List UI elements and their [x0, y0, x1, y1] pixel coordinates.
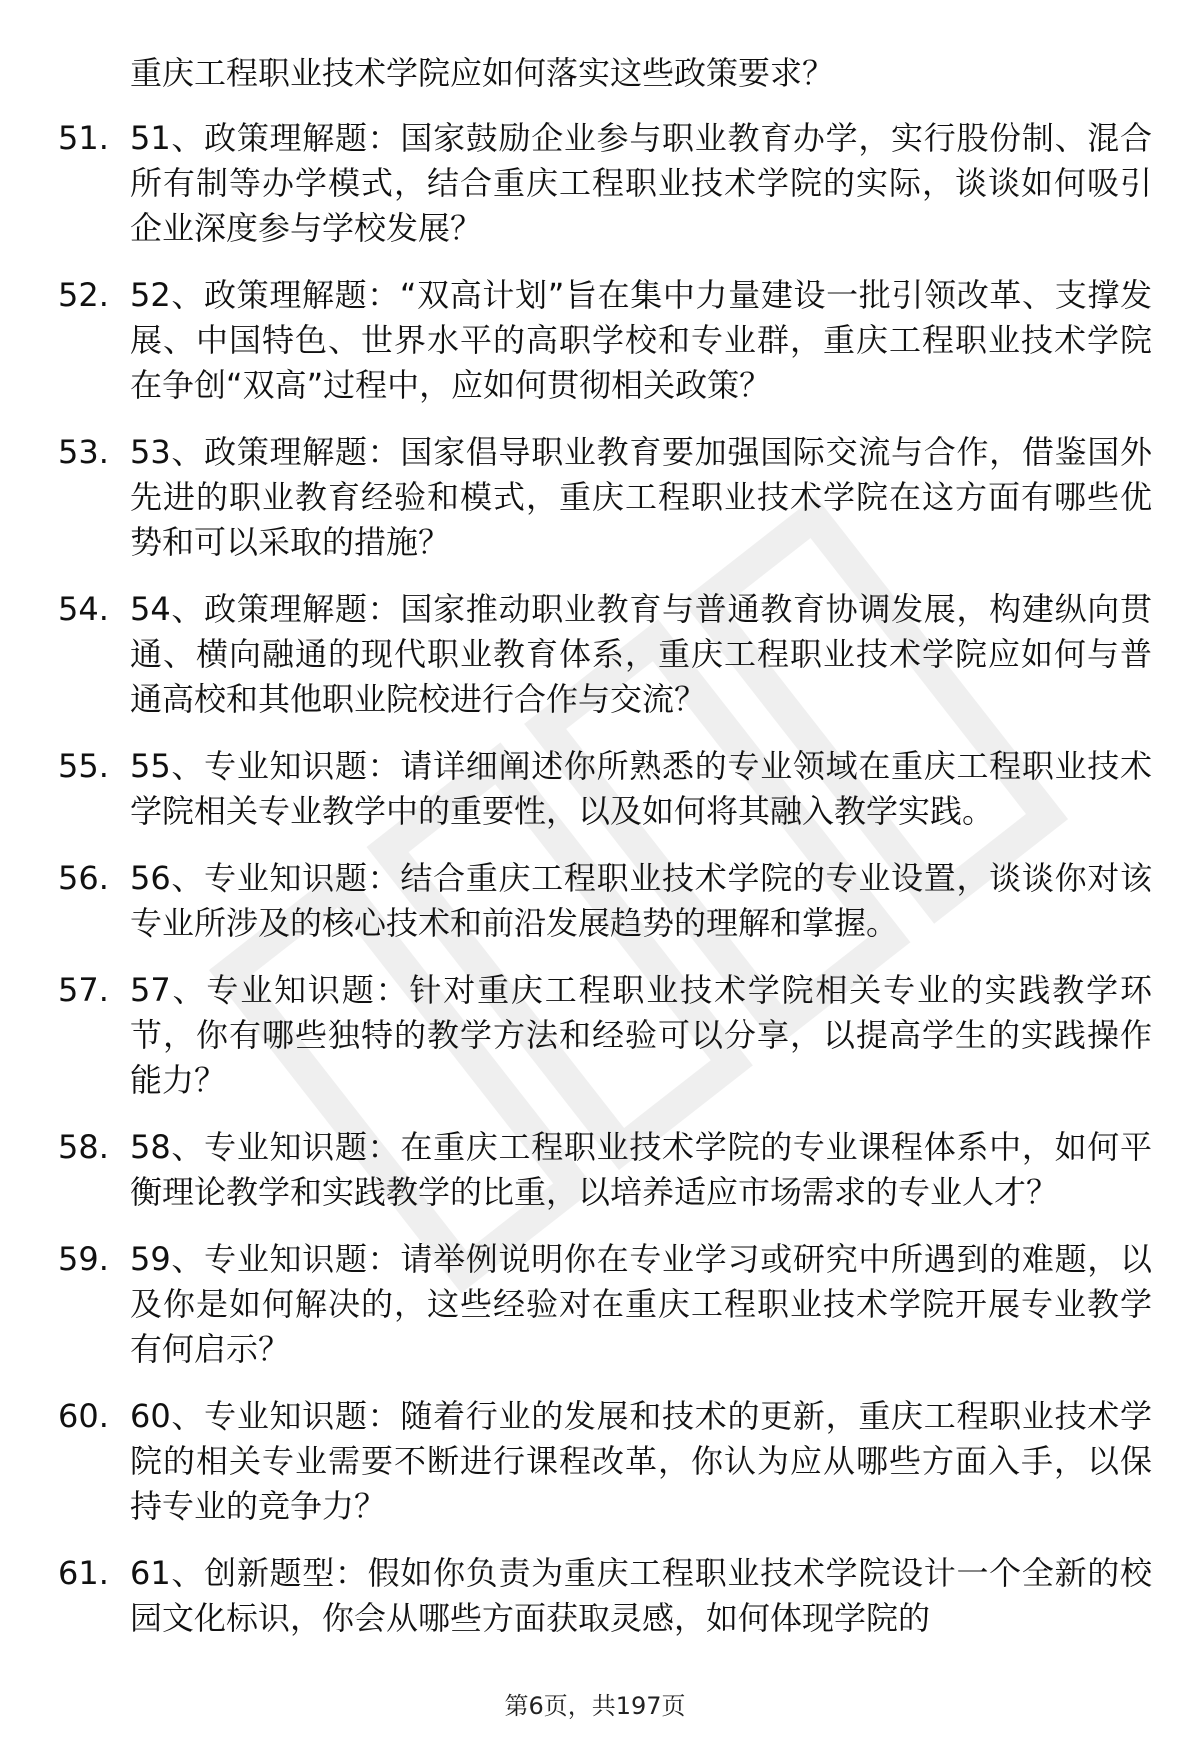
question-number: 55. — [58, 747, 109, 785]
question-number: 57. — [58, 971, 109, 1009]
question-number: 61. — [58, 1554, 109, 1592]
question-list — [0, 116, 1190, 1663]
question-text: 52、政策理解题：“双高计划”旨在集中力量建设一批引领改革、支撑发展、中国特色、世界水平的高职学校和专业群，重庆工程职业技术学院在争创“双高”过程中，应如何贯彻相关政策？ — [130, 276, 1152, 404]
question-number: 60. — [58, 1397, 109, 1435]
question-text: 56、专业知识题：结合重庆工程职业技术学院的专业设置，谈谈你对该专业所涉及的核心技术和前沿发展趋势的理解和掌握。 — [130, 859, 1152, 942]
question-number: 59. — [58, 1240, 109, 1278]
question-number: 53. — [58, 433, 109, 471]
question-item — [0, 587, 1190, 722]
question-item — [0, 1125, 1190, 1215]
question-number: 51. — [58, 119, 109, 157]
question-text: 60、专业知识题：随着行业的发展和技术的更新，重庆工程职业技术学院的相关专业需要不断进行课程改革，你认为应从哪些方面入手，以保持专业的竞争力？ — [130, 1397, 1152, 1525]
question-number: 58. — [58, 1128, 109, 1166]
question-text: 61、创新题型：假如你负责为重庆工程职业技术学院设计一个全新的校园文化标识，你会从哪些方面获取灵感，如何体现学院的 — [130, 1554, 1152, 1637]
question-text: 53、政策理解题：国家倡导职业教育要加强国际交流与合作，借鉴国外先进的职业教育经验和模式，重庆工程职业技术学院在这方面有哪些优势和可以采取的措施？ — [130, 433, 1152, 561]
question-text: 59、专业知识题：请举例说明你在专业学习或研究中所遇到的难题，以及你是如何解决的，这些经验对在重庆工程职业技术学院开展专业教学有何启示？ — [130, 1240, 1152, 1368]
page-footer: 第6页，共197页 — [504, 1692, 686, 1720]
question-item — [0, 430, 1190, 565]
question-number: 56. — [58, 859, 109, 897]
question-item — [0, 116, 1190, 251]
question-text: 51、政策理解题：国家鼓励企业参与职业教育办学，实行股份制、混合所有制等办学模式，结合重庆工程职业技术学院的实际，谈谈如何吸引企业深度参与学校发展？ — [130, 119, 1152, 247]
question-item — [0, 968, 1190, 1103]
question-item — [0, 1551, 1190, 1641]
question-text: 58、专业知识题：在重庆工程职业技术学院的专业课程体系中，如何平衡理论教学和实践教学的比重，以培养适应市场需求的专业人才？ — [130, 1128, 1152, 1211]
question-item — [0, 856, 1190, 946]
question-item — [0, 744, 1190, 834]
question-number: 52. — [58, 276, 109, 314]
continuation-text: 重庆工程职业技术学院应如何落实这些政策要求？ — [130, 54, 835, 92]
question-text: 55、专业知识题：请详细阐述你所熟悉的专业领域在重庆工程职业技术学院相关专业教学中的重要性，以及如何将其融入教学实践。 — [130, 747, 1152, 830]
question-item — [0, 1237, 1190, 1372]
question-text: 57、专业知识题：针对重庆工程职业技术学院相关专业的实践教学环节，你有哪些独特的教学方法和经验可以分享，以提高学生的实践操作能力？ — [130, 971, 1152, 1099]
question-number: 54. — [58, 590, 109, 628]
question-item — [0, 1394, 1190, 1529]
question-item — [0, 273, 1190, 408]
question-text: 54、政策理解题：国家推动职业教育与普通教育协调发展，构建纵向贯通、横向融通的现代职业教育体系，重庆工程职业技术学院应如何与普通高校和其他职业院校进行合作与交流？ — [130, 590, 1152, 718]
